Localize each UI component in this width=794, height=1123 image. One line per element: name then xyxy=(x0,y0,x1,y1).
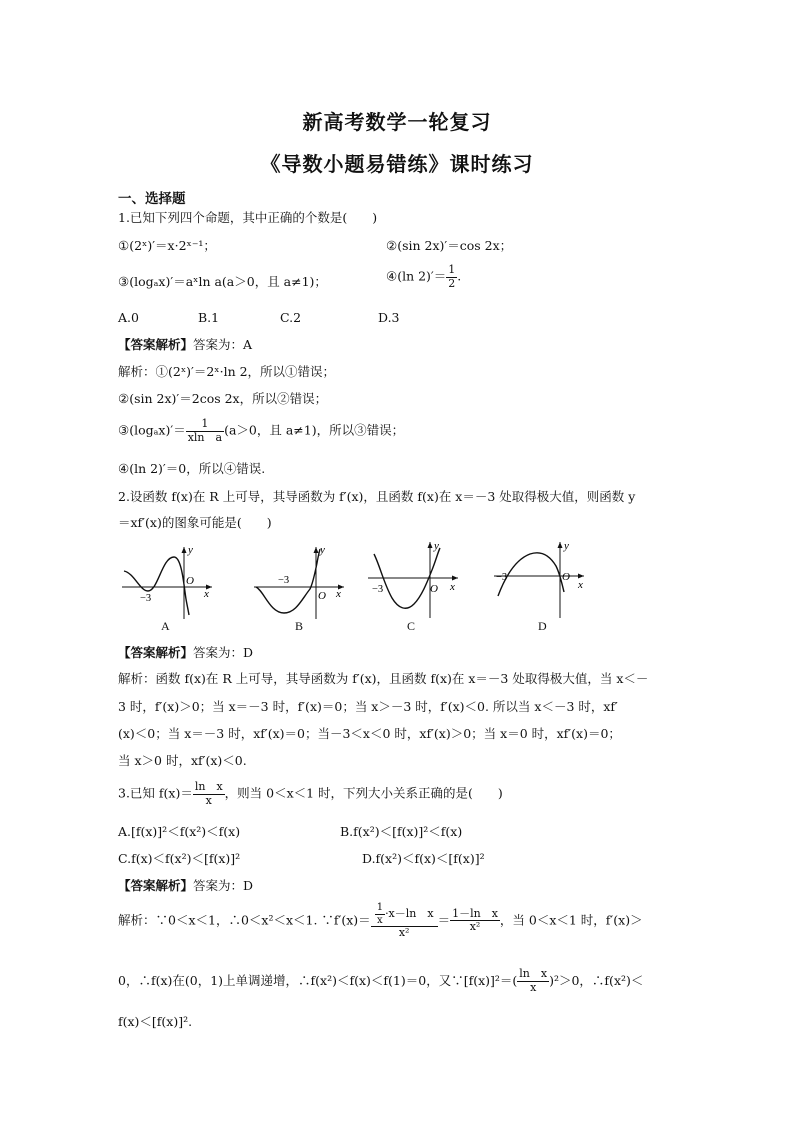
graph-d xyxy=(492,540,592,620)
page-subtitle: 《导数小题易错练》课时练习 xyxy=(260,152,534,176)
graph-a xyxy=(118,543,218,621)
axis-y-label: y xyxy=(434,540,439,552)
q1-solution-3 xyxy=(118,418,404,444)
neg3-label: −3 xyxy=(140,593,152,604)
q3-stem-fraction xyxy=(193,781,225,807)
q1-choice-b: B.1 xyxy=(198,310,220,325)
q3-answer-text: 答案为：D xyxy=(193,878,254,893)
q2-solution-4: 当 x＞0 时，xf′(x)＜0. xyxy=(118,753,247,768)
q2-solution-2: 3 时，f′(x)＞0；当 x＝－3 时，f′(x)＝0；当 x＞－3 时，f′(x)＜0. 所以当 x＜－3 时，xf′ xyxy=(118,699,618,714)
neg3-label: −3 xyxy=(496,572,508,583)
answer-tag: 【答案解析】 xyxy=(118,337,194,352)
q1-solution-1: 解析：①(2ˣ)′＝2ˣ·ln 2，所以①错误； xyxy=(118,364,336,379)
q3-solution-2 xyxy=(118,968,643,994)
fraction-denominator: x² xyxy=(398,926,410,939)
q1-prop-2: ②(sin 2x)′＝cos 2x； xyxy=(386,238,513,253)
axis-y-label: y xyxy=(188,544,193,556)
fraction-denominator: x xyxy=(205,793,212,807)
fraction-denominator: x² xyxy=(469,920,481,934)
origin-label: O xyxy=(562,571,570,583)
axis-x-label: x xyxy=(450,581,455,593)
q3-stem-pre: 3.已知 f(x)＝ xyxy=(118,785,193,801)
q3-solution-1-fraction-2 xyxy=(450,908,500,934)
fraction-numerator: 1－ln x xyxy=(452,906,498,920)
q1-prop-4-fraction xyxy=(446,264,457,290)
q1-prop-1: ①(2ˣ)′＝x·2ˣ⁻¹； xyxy=(118,238,216,253)
q3-answer xyxy=(118,880,253,893)
q1-solution-3-pre: ③(logₐx)′＝ xyxy=(118,422,186,438)
neg3-label: −3 xyxy=(278,575,290,586)
q2-stem-line-1: 2.设函数 f(x)在 R 上可导，其导函数为 f′(x)，且函数 f(x)在 x＝－3 处取得极大值，则函数 y xyxy=(118,489,636,504)
q3-solution-1-pre: 解析：∵0＜x＜1，∴0＜x²＜x＜1. ∵f′(x)＝ xyxy=(118,912,371,928)
q1-solution-3-post: (a＞0，且 a≠1)，所以③错误； xyxy=(224,422,405,438)
neg3-label: −3 xyxy=(372,584,384,595)
q1-prop-4 xyxy=(386,264,461,290)
axis-y-label: y xyxy=(564,540,569,552)
origin-label: O xyxy=(430,583,438,595)
q2-stem-line-2: ＝xf′(x)的图象可能是( ) xyxy=(118,515,272,530)
graph-c xyxy=(366,540,466,620)
answer-tag: 【答案解析】 xyxy=(118,878,194,893)
q1-choice-d: D.3 xyxy=(378,310,400,325)
q3-solution-2-pre: 0，∴f(x)在(0，1)上单调递增，∴f(x²)＜f(x)＜f(1)＝0，又∵[f(x)]²＝( xyxy=(118,972,518,988)
q1-choice-a: A.0 xyxy=(118,310,139,325)
graph-b-label: B xyxy=(295,619,304,633)
q3-solution-3: f(x)＜[f(x)]². xyxy=(118,1014,193,1029)
graph-d-label: D xyxy=(538,619,547,633)
q2-solution-3: (x)＜0；当 x＝－3 时，xf′(x)＝0；当－3＜x＜0 时，xf′(x)＞0；当 x＝0 时，xf′(x)＝0； xyxy=(118,726,621,741)
big-numerator-rest: ·x－ln x xyxy=(385,907,434,920)
axis-y-label: y xyxy=(320,544,325,556)
q3-solution-1-post: ，当 0＜x＜1 时，f′(x)＞ xyxy=(499,912,643,928)
q1-answer-text: 答案为：A xyxy=(193,337,253,352)
answer-tag: 【答案解析】 xyxy=(118,645,194,660)
q3-choice-c: C.f(x)＜f(x²)＜[f(x)]² xyxy=(118,851,241,866)
q1-solution-2: ②(sin 2x)′＝2cos 2x，所以②错误； xyxy=(118,391,328,406)
origin-label: O xyxy=(186,575,194,587)
q3-solution-2-post: )²＞0，∴f(x²)＜ xyxy=(549,972,644,988)
fraction-numerator: 1 xyxy=(376,902,384,913)
fraction-numerator: ln x xyxy=(519,967,548,980)
q1-prop-3: ③(logₐx)′＝aˣln a(a＞0，且 a≠1)； xyxy=(118,274,327,289)
q3-choice-d: D.f(x²)＜f(x)＜[f(x)]² xyxy=(362,851,485,866)
graph-b xyxy=(250,543,350,621)
fraction-numerator: ln x xyxy=(194,780,223,793)
q3-solution-1 xyxy=(118,902,643,940)
q1-stem: 1.已知下列四个命题，其中正确的个数是( ) xyxy=(118,210,378,225)
q1-choice-c: C.2 xyxy=(280,310,302,325)
q3-stem-post: ，则当 0＜x＜1 时，下列大小关系正确的是( ) xyxy=(224,785,503,801)
q3-solution-1-big-fraction xyxy=(371,902,438,940)
q3-stem xyxy=(118,781,503,807)
origin-label: O xyxy=(318,590,326,602)
q1-prop-4-pre: ④(ln 2)′＝ xyxy=(386,268,447,284)
fraction-numerator: 1 xyxy=(448,263,456,276)
inner-fraction xyxy=(375,902,385,926)
q1-solution-3-fraction xyxy=(186,418,224,444)
q3-solution-1-eq: ＝ xyxy=(437,912,451,928)
fraction-denominator: x xyxy=(530,980,537,994)
fraction-denominator: x xyxy=(377,914,383,926)
graph-a-label: A xyxy=(161,619,170,633)
page-title: 新高考数学一轮复习 xyxy=(302,110,492,134)
axis-x-label: x xyxy=(336,588,341,600)
q1-prop-4-post: . xyxy=(457,268,462,284)
axis-x-label: x xyxy=(578,579,583,591)
q3-choice-a: A.[f(x)]²＜f(x²)＜f(x) xyxy=(118,824,241,839)
q2-solution-1: 解析：函数 f(x)在 R 上可导，其导函数为 f′(x)，且函数 f(x)在 x＝－3 处取得极大值，当 x＜－ xyxy=(118,671,649,686)
fraction-denominator: 2 xyxy=(448,276,456,290)
graph-c-label: C xyxy=(407,619,416,633)
fraction-denominator: xln a xyxy=(187,430,223,444)
q3-solution-2-fraction xyxy=(517,968,549,994)
q3-choice-b: B.f(x²)＜[f(x)]²＜f(x) xyxy=(340,824,463,839)
q2-answer-text: 答案为：D xyxy=(193,645,254,660)
axis-x-label: x xyxy=(204,588,209,600)
fraction-numerator: 1 xyxy=(186,418,224,432)
section-heading: 一、选择题 xyxy=(118,191,186,207)
q2-answer xyxy=(118,647,253,660)
q1-solution-4: ④(ln 2)′＝0，所以④错误. xyxy=(118,461,266,476)
fraction-numerator xyxy=(371,902,438,927)
q1-answer xyxy=(118,339,252,352)
